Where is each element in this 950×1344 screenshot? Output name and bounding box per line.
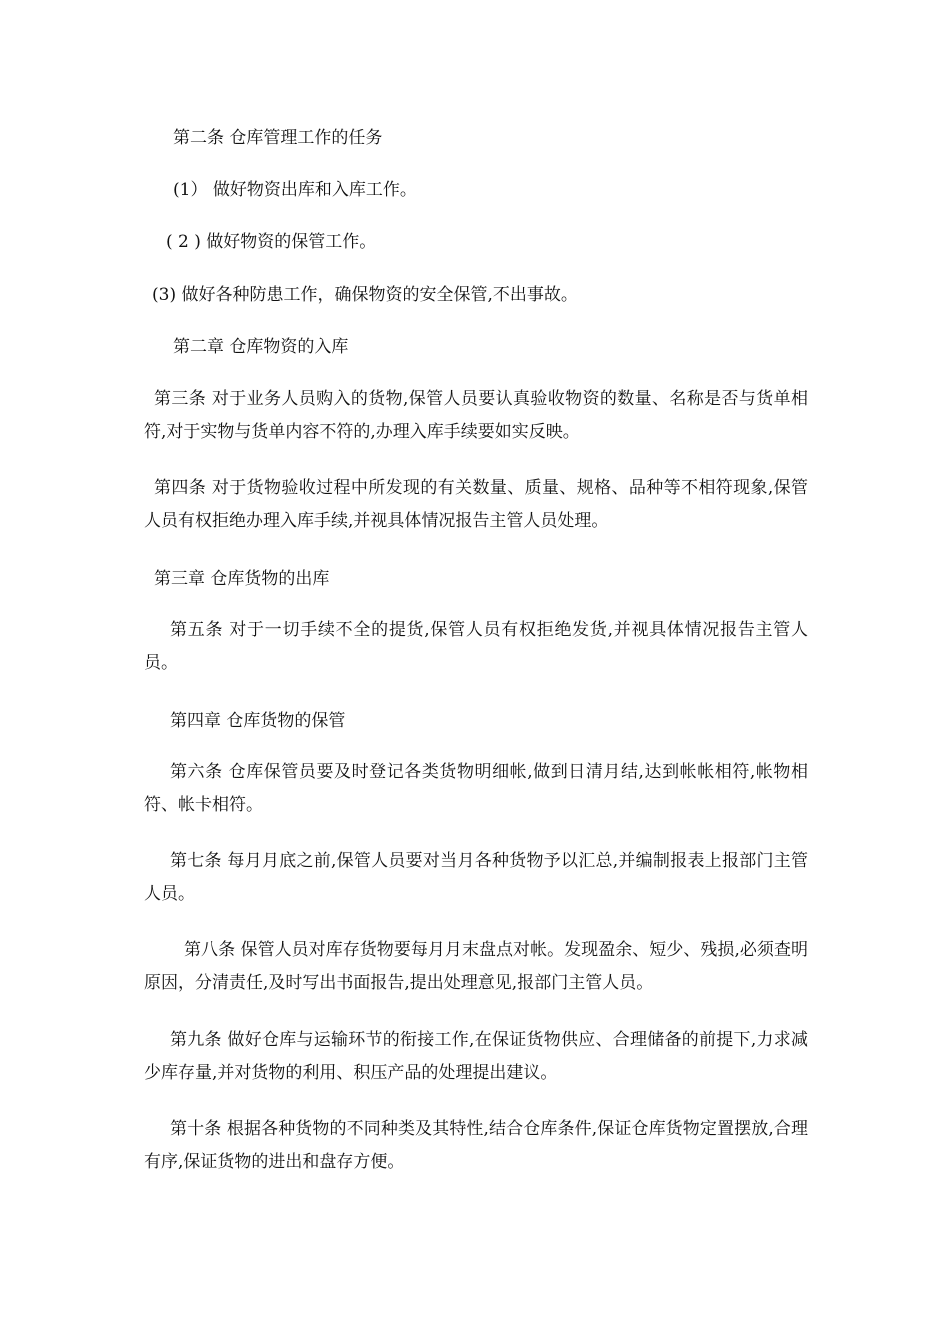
article-8-paragraph: 第八条 保管人员对库存货物要每月月末盘点对帐。发现盈余、短少、残损,必须查明原因，分清责任,及时写出书面报告,提出处理意见,报部门主管人员。 [144,940,808,993]
article-2-item-3: (3) 做好各种防患工作，确保物资的安全保管,不出事故。 [152,285,578,305]
chapter-3-heading: 第三章 仓库货物的出库 [154,569,330,589]
chapter-2-heading: 第二章 仓库物资的入库 [173,337,349,357]
chapter-4-heading: 第四章 仓库货物的保管 [170,711,346,731]
article-2-item-1: (1） 做好物资出库和入库工作。 [173,180,417,200]
article-3-paragraph: 第三条 对于业务人员购入的货物,保管人员要认真验收物资的数量、名称是否与货单相符,对于实物与货单内容不符的,办理入库手续要如实反映。 [144,389,808,442]
article-2-item-2: ( 2 ) 做好物资的保管工作。 [166,232,377,252]
article-7-paragraph: 第七条 每月月底之前,保管人员要对当月各种货物予以汇总,并编制报表上报部门主管人员。 [144,851,808,904]
article-4-paragraph: 第四条 对于货物验收过程中所发现的有关数量、质量、规格、品种等不相符现象,保管人员有权拒绝办理入库手续,并视具体情况报告主管人员处理。 [144,478,808,531]
article-5-paragraph: 第五条 对于一切手续不全的提货,保管人员有权拒绝发货,并视具体情况报告主管人员。 [144,620,808,673]
article-9-paragraph: 第九条 做好仓库与运输环节的衔接工作,在保证货物供应、合理储备的前提下,力求减少库存量,并对货物的利用、积压产品的处理提出建议。 [144,1030,808,1083]
article-10-paragraph: 第十条 根据各种货物的不同种类及其特性,结合仓库条件,保证仓库货物定置摆放,合理有序,保证货物的进出和盘存方便。 [144,1119,808,1172]
article-6-paragraph: 第六条 仓库保管员要及时登记各类货物明细帐,做到日清月结,达到帐帐相符,帐物相符、帐卡相符。 [144,762,808,815]
article-2-title: 第二条 仓库管理工作的任务 [173,128,383,148]
